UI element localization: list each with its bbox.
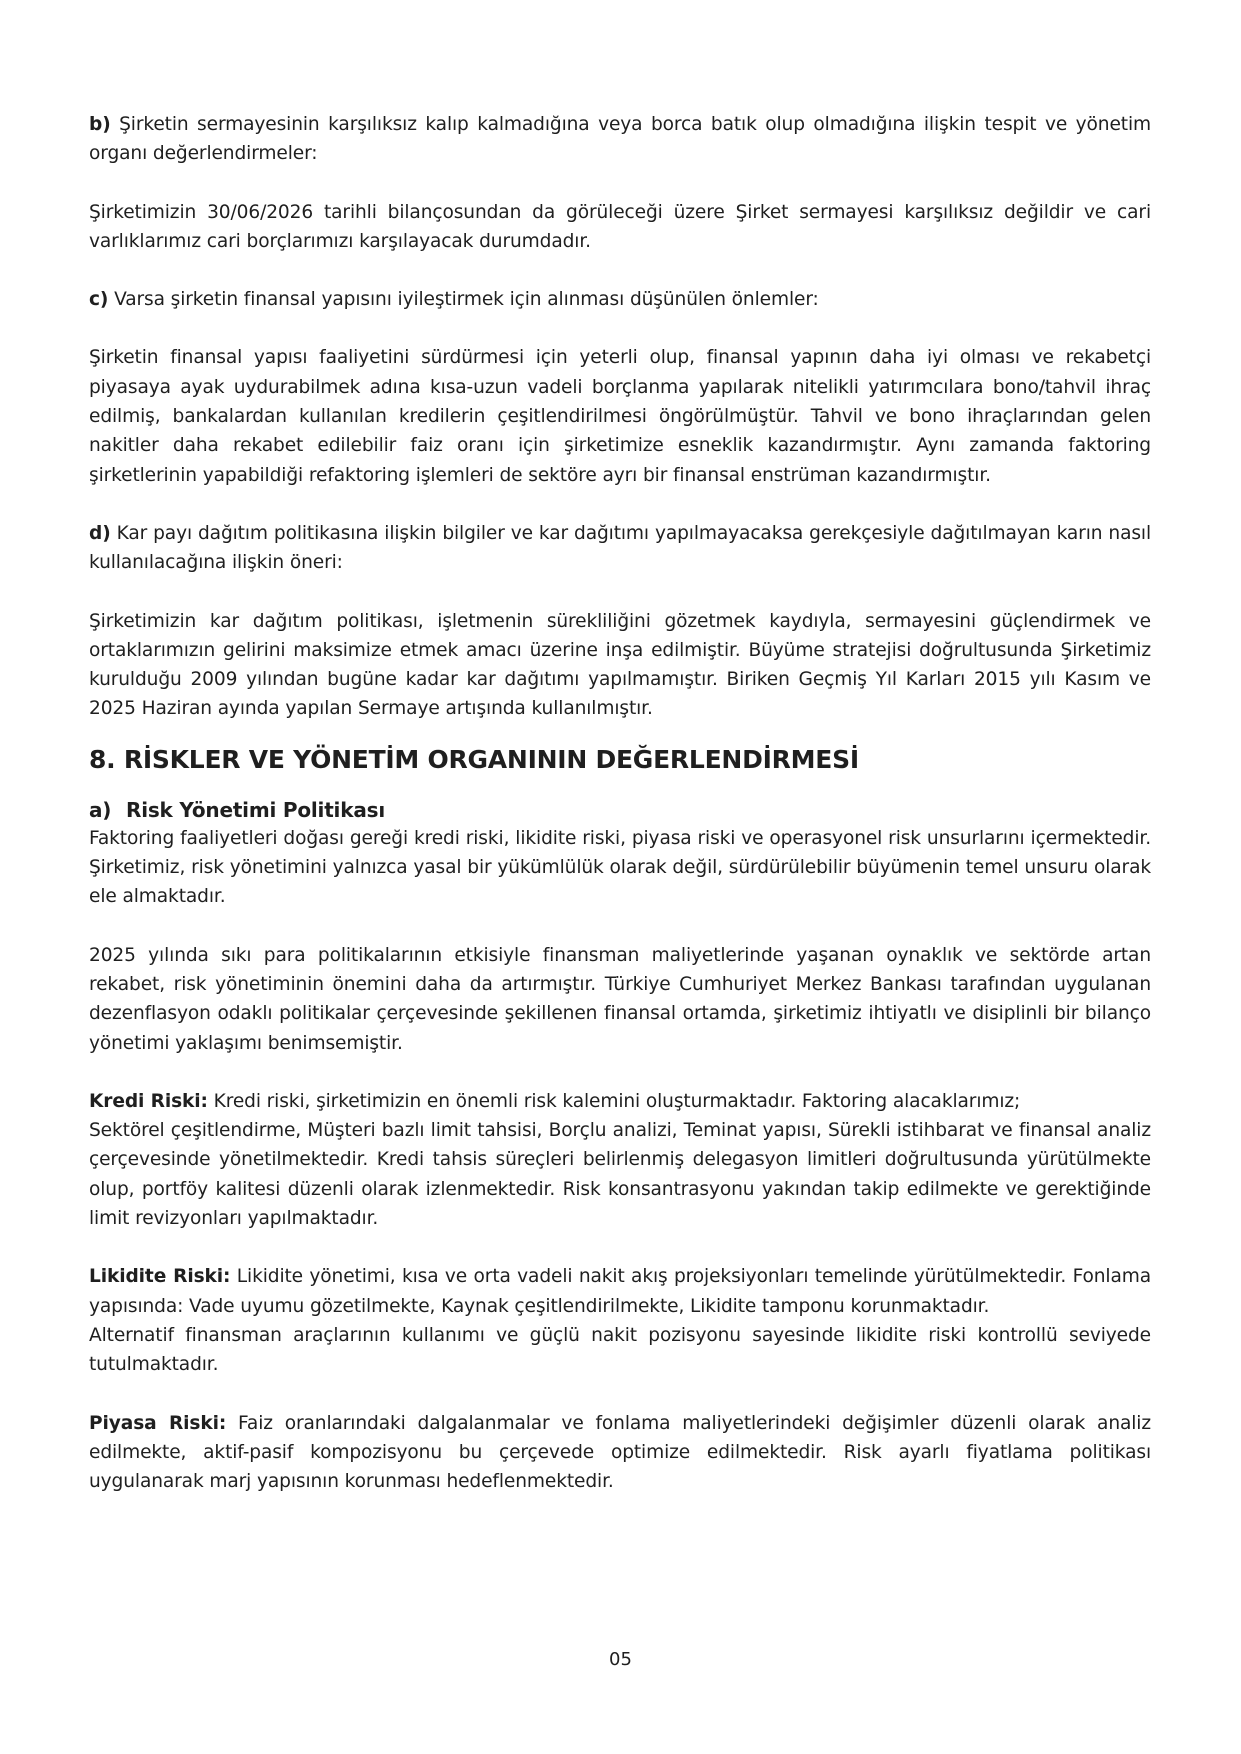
item-text: Likidite yönetimi, kısa ve orta vadeli nakit akış projeksiyonları temelinde yürütülmektedir. Fonlama yapısında: Vade uyumu gözetilmekte, Kaynak çeşitlendirilmekte, Likidite tamponu korunmaktadır. [89,1266,1151,1317]
item-label: Kredi Riski: [89,1090,208,1112]
spacer [89,912,1151,941]
item-label: b) [89,114,111,135]
subsection-letter: a) [89,797,112,822]
item-text: Şirketimizin 30/06/2026 tarihli bilançosundan da görüleceği üzere Şirket sermayesi karşılıksız değildir ve cari varlıklarımız cari borçlarımızı karşılayacak durumdadır. [89,201,1151,252]
item-text: Şirketin sermayesinin karşılıksız kalıp kalmadığına veya borca batık olup olmadığına ilişkin tespit ve yönetim organı değerlendirmeler: [89,114,1151,165]
paragraph-b-body [89,198,1151,257]
spacer [89,314,1151,343]
spacer [89,578,1151,607]
item-text: Faiz oranlarındaki dalgalanmalar ve fonlama maliyetlerindeki değişimler düzenli olarak analiz edilmekte, aktif-pasif kompozisyonu bu çerçevede optimize edilmektedir. Risk ayarlı fiyatlama politikası uygulanarak marj yapısının korunması hedeflenmektedir. [89,1412,1151,1493]
paragraph-b-heading [89,110,1151,169]
spacer [89,1233,1151,1262]
spacer [89,1380,1151,1409]
paragraph-d-heading [89,519,1151,578]
liquidity-risk-paragraph [89,1262,1151,1321]
paragraph-c-body [89,343,1151,489]
item-label: d) [89,522,111,544]
item-label: Piyasa Riski: [89,1412,227,1434]
item-text: Alternatif finansman araçlarının kullanımı ve güçlü nakit pozisyonu sayesinde likidite riski kontrollü seviyede tutulmaktadır. [89,1324,1151,1376]
spacer [89,256,1151,285]
item-label: c) [89,289,109,311]
spacer [89,1058,1151,1087]
item-text: Faktoring faaliyetleri doğası gereği kredi riski, likidite riski, piyasa riski ve operasyonel risk unsurlarını içermektedir. Şirketimiz, risk yönetimini yalnızca yasal bir yükümlülük olarak değil, sürdürülebilir büyümenin temel unsuru olarak ele almaktadır. [89,827,1151,908]
liquidity-risk-details [89,1321,1151,1380]
item-text: 2025 yılında sıkı para politikalarının etkisiyle finansman maliyetlerinde yaşanan oynaklık ve sektörde artan rekabet, risk yönetiminin önemini daha da artırmıştır. Türkiye Cumhuriyet Merkez Bankası tarafından uygulanan dezenflasyon odaklı politikalar çerçevesinde şekillenen finansal ortamda, şirketimiz ihtiyatlı ve disiplinli bir bilanço yönetimi yaklaşımı benimsemiştir. [89,944,1151,1054]
spacer [89,490,1151,519]
item-text: Şirketin finansal yapısı faaliyetini sürdürmesi için yeterli olup, finansal yapının daha iyi olması ve rekabetçi piyasaya ayak uydurabilmek adına kısa-uzun vadeli borçlanma yapılarak nitelikli yatırımcılara bono/tahvil ihraç edilmiş, bankalardan kullanılan kredilerin çeşitlendirilmesi öngörülmüştür. Tahvil ve bono ihraçlarından gelen nakitler daha rekabet edilebilir faiz oranı için şirketimize esneklik kazandırmıştır. Aynı zamanda faktoring şirketlerinin yapabildiği refaktoring işlemleri de sektöre ayrı bir finansal enstrüman kazandırmıştır. [89,347,1151,486]
item-text: Varsa şirketin finansal yapısını iyileştirmek için alınması düşünülen önlemler: [108,289,819,311]
credit-risk-paragraph [89,1087,1151,1116]
risk-context-paragraph [89,941,1151,1058]
spacer [89,169,1151,198]
page-number: 05 [609,1649,632,1670]
section-heading: 8. RİSKLER VE YÖNETİM ORGANININ DEĞERLENDİRMESİ [89,744,859,774]
document-body [89,110,1151,1496]
paragraph-d-body [89,607,1151,724]
subsection-heading [89,780,1151,824]
item-text: Kar payı dağıtım politikasına ilişkin bilgiler ve kar dağıtımı yapılmayacaksa gerekçesiyle dağıtılmayan karın nasıl kullanılacağına ilişkin öneri: [89,522,1151,574]
paragraph-c-heading [89,285,1151,314]
item-label: Likidite Riski: [89,1266,231,1288]
credit-risk-details [89,1116,1151,1233]
item-text: Kredi riski, şirketimizin en önemli risk kalemini oluşturmaktadır. Faktoring alacaklarımız; [207,1090,1021,1112]
risk-policy-paragraph [89,824,1151,912]
item-text: Sektörel çeşitlendirme, Müşteri bazlı limit tahsisi, Borçlu analizi, Teminat yapısı, Sürekli istihbarat ve finansal analiz çerçevesinde yönetilmektedir. Kredi tahsis süreçleri belirlenmiş delegasyon limitleri doğrultusunda yürütülmekte olup, portföy kalitesi düzenli olarak izlenmektedir. Risk konsantrasyonu yakından takip edilmekte ve gerektiğinde limit revizyonları yapılmaktadır. [89,1120,1151,1230]
market-risk-paragraph [89,1409,1151,1497]
subsection-title: Risk Yönetimi Politikası [126,797,385,822]
item-text: Şirketimizin kar dağıtım politikası, işletmenin sürekliliğini gözetmek kaydıyla, sermayesini güçlendirmek ve ortaklarımızın gelirini maksimize etmek amacı üzerine inşa edilmiştir. Büyüme stratejisi doğrultusunda Şirketimiz kurulduğu 2009 yılından bugüne kadar kar dağıtımı yapılmamıştır. Biriken Geçmiş Yıl Karları 2015 yılı Kasım ve 2025 Haziran ayında yapılan Sermaye artışında kullanılmıştır. [89,610,1151,720]
